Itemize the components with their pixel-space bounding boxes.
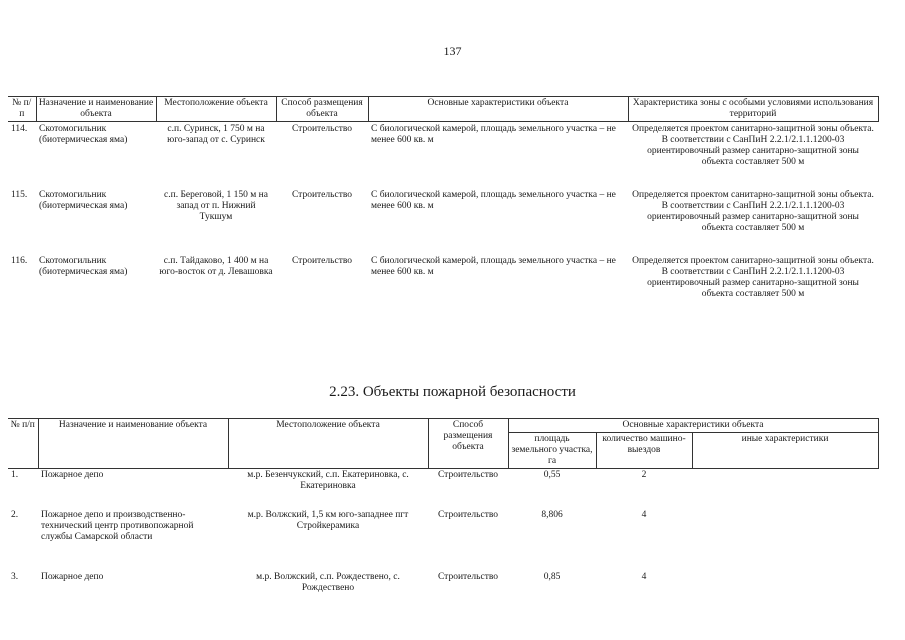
- row-characteristics: С биологической камерой, площадь земельного участка – не менее 600 кв. м: [371, 124, 616, 145]
- row-other: [692, 571, 878, 603]
- table-header-row: [8, 97, 878, 122]
- row-method: Строительство: [291, 256, 353, 266]
- table-row: [8, 254, 878, 347]
- header-num: № п/п: [8, 419, 38, 469]
- row-num: 116.: [11, 256, 28, 266]
- page-number: 137: [443, 44, 462, 58]
- header-main-characteristics: Основные характеристики объекта: [508, 419, 878, 433]
- row-method: Строительство: [437, 510, 499, 520]
- row-num: 114.: [11, 124, 28, 134]
- row-name: Пожарное депо: [41, 470, 104, 480]
- row-method: Строительство: [437, 572, 499, 582]
- row-other: [692, 509, 878, 571]
- row-other: [692, 469, 878, 510]
- header-location: Местоположение объекта: [228, 419, 428, 469]
- table-header-row: [8, 419, 878, 433]
- row-location: с.п. Береговой, 1 150 м на запад от п. Нижний Тукшум: [164, 190, 268, 222]
- header-zone: Характеристика зоны с особыми условиями использования территорий: [628, 97, 878, 122]
- row-method: Строительство: [291, 124, 353, 134]
- row-num: 1.: [11, 470, 19, 480]
- header-area: площадь земельного участка, га: [508, 433, 596, 469]
- row-location: с.п. Суринск, 1 750 м на юго-запад от с. Суринск: [167, 124, 265, 145]
- row-name: Пожарное депо: [41, 572, 104, 582]
- table-row: [8, 188, 878, 254]
- table-row: [8, 469, 878, 510]
- row-zone: Определяется проектом санитарно-защитной зоны объекта. В соответствии с СанПиН 2.2.1/2.1.1.1200-03 ориентировочный размер санитарно-защитной зоны объекта составляет 500 м: [632, 256, 874, 299]
- row-name: Пожарное депо и производственно-технический центр противопожарной службы Самарской области: [41, 510, 194, 542]
- row-location: м.р. Волжский, с.п. Рождествено, с. Рождествено: [256, 572, 400, 593]
- row-location: с.п. Тайдаково, 1 400 м на юго-восток от д. Левашовка: [159, 256, 273, 277]
- table-row: [8, 571, 878, 603]
- row-num: 2.: [11, 510, 19, 520]
- row-method: Строительство: [437, 470, 499, 480]
- fire-safety-table: [8, 418, 879, 603]
- header-characteristics: Основные характеристики объекта: [368, 97, 628, 122]
- waste-facilities-table: [8, 96, 879, 347]
- table-row: [8, 509, 878, 571]
- header-name: Назначение и наименование объекта: [38, 419, 228, 469]
- row-location: м.р. Волжский, 1,5 км юго-западнее пгт Стройкерамика: [247, 510, 409, 531]
- row-zone: Определяется проектом санитарно-защитной зоны объекта. В соответствии с СанПиН 2.2.1/2.1.1.1200-03 ориентировочный размер санитарно-защитной зоны объекта составляет 500 м: [632, 124, 874, 167]
- row-num: 3.: [11, 572, 19, 582]
- row-trips: 4: [641, 510, 647, 520]
- table-row: [8, 122, 878, 189]
- row-method: Строительство: [291, 190, 353, 200]
- row-area: 0,55: [543, 470, 561, 480]
- header-method: Способ размещения объекта: [428, 419, 508, 469]
- row-trips: 4: [641, 572, 647, 582]
- row-area: 8,806: [541, 510, 563, 520]
- row-area: 0,85: [543, 572, 561, 582]
- row-name: Скотомогильник (биотермическая яма): [39, 190, 128, 211]
- header-trips: количество машино-выездов: [596, 433, 692, 469]
- row-characteristics: С биологической камерой, площадь земельного участка – не менее 600 кв. м: [371, 190, 616, 211]
- row-characteristics: С биологической камерой, площадь земельного участка – не менее 600 кв. м: [371, 256, 616, 277]
- header-num: № п/п: [8, 97, 36, 122]
- row-location: м.р. Безенчукский, с.п. Екатериновка, с. Екатериновка: [247, 470, 409, 491]
- row-num: 115.: [11, 190, 28, 200]
- row-name: Скотомогильник (биотермическая яма): [39, 256, 128, 277]
- header-method: Способ размещения объекта: [276, 97, 368, 122]
- row-zone: Определяется проектом санитарно-защитной зоны объекта. В соответствии с СанПиН 2.2.1/2.1.1.1200-03 ориентировочный размер санитарно-защитной зоны объекта составляет 500 м: [632, 190, 874, 233]
- header-location: Местоположение объекта: [156, 97, 276, 122]
- header-other: иные характеристики: [692, 433, 878, 469]
- section-title: 2.23. Объекты пожарной безопасности: [329, 384, 576, 400]
- header-name: Назначение и наименование объекта: [36, 97, 156, 122]
- row-trips: 2: [641, 470, 647, 480]
- row-name: Скотомогильник (биотермическая яма): [39, 124, 128, 145]
